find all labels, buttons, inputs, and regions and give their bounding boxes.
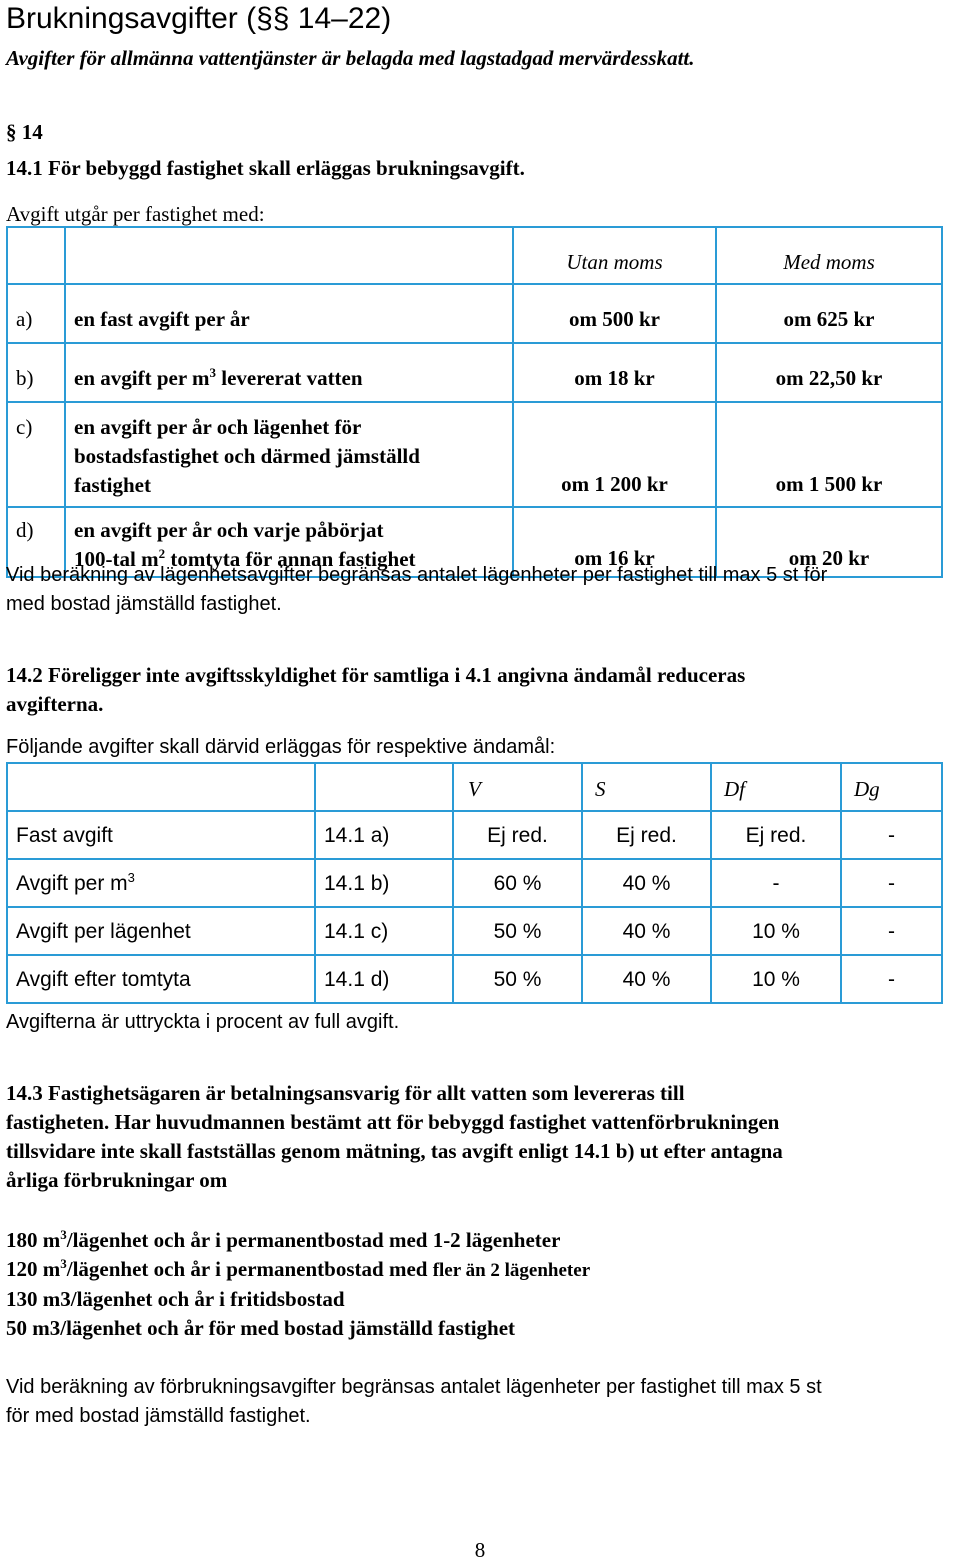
value-df: 10 % [711,955,841,1003]
paragraph-14-3: 14.3 Fastighetsägaren är betalningsansvarig för allt vatten som levereras till fastigheten. Har huvudmannen bestämt att för bebyggd fastighet vattenförbrukningen tillsvidare inte skall fastställas genom mätning, tas avgift enligt 14.1 b) ut efter antagna årliga förbrukningar om [6,1081,783,1192]
list-item: 120 $m^3$/lägenhet och år i permanentbostad med fler än 2 lägenheter [6,1256,591,1281]
table-row [7,859,942,907]
row-description: en avgift per $m^3$ levererat vatten [65,343,513,402]
fee-ref: 14.1 b) [315,859,453,907]
row-description: en avgift per år och lägenhet för bostadsfastighet och därmed jämställd fastighet [65,402,513,507]
table-row [7,284,942,343]
purpose-table [6,762,943,1004]
header-excl-vat: Utan moms [513,227,716,284]
row-amount-incl: om 1 500 kr [716,402,942,507]
table-row [7,907,942,955]
row-amount-incl: om 22,50 kr [716,343,942,402]
value-s: 40 % [582,907,711,955]
value-s: 40 % [582,955,711,1003]
row-letter: a) [7,284,65,343]
fee-ref: 14.1 d) [315,955,453,1003]
table-row [7,955,942,1003]
value-v: 60 % [453,859,582,907]
section-14-heading: § 14 [6,120,43,144]
value-dg: - [841,955,942,1003]
row-description: en avgift per år och varje påbörjat 100-tal $m^2$ tomtyta för annan fastighet [65,507,513,577]
fee-table [6,226,943,578]
value-dg: - [841,811,942,859]
value-v: 50 % [453,907,582,955]
fee-label: Avgift efter tomtyta [7,955,315,1003]
value-s: 40 % [582,859,711,907]
fee-intro: Avgift utgår per fastighet med: [6,202,265,226]
note-apartment-limit: Vid beräkning av lägenhetsavgifter begränsas antalet lägenheter per fastighet till max 5 st för med bostad jämställd fastighet. [6,564,828,615]
paragraph-14-2: 14.2 Föreligger inte avgiftsskyldighet för samtliga i 4.1 angivna ändamål reduceras avgifterna. [6,663,746,716]
row-amount-excl: om 16 kr [513,507,716,577]
row-amount-incl: om 20 kr [716,507,942,577]
page-number: 8 [474,1538,486,1562]
fee-ref: 14.1 c) [315,907,453,955]
fee-ref: 14.1 a) [315,811,453,859]
header-incl-vat: Med moms [716,227,942,284]
fee-label: Fast avgift [7,811,315,859]
header-v: V [453,763,582,811]
value-v: Ej red. [453,811,582,859]
value-v: 50 % [453,955,582,1003]
row-amount-excl: om 1 200 kr [513,402,716,507]
row-letter: d) [7,507,65,577]
header-df: Df [711,763,841,811]
row-letter: c) [7,402,65,507]
note-percent: Avgifterna är uttryckta i procent av full avgift. [6,1011,400,1033]
value-df: Ej red. [711,811,841,859]
vat-note: Avgifter för allmänna vattentjänster är belagda med lagstadgad mervärdesskatt. [6,46,695,70]
header-dg: Dg [841,763,942,811]
list-item: 130 m3/lägenhet och år i fritidsbostad [6,1287,345,1311]
fee-label: Avgift per lägenhet [7,907,315,955]
consumption-list [6,1226,590,1343]
value-dg: - [841,859,942,907]
note-consumption-limit: Vid beräkning av förbrukningsavgifter begränsas antalet lägenheter per fastighet till max 5 st för med bostad jämställd fastighet. [6,1376,822,1427]
row-letter: b) [7,343,65,402]
row-amount-excl: om 500 kr [513,284,716,343]
fee-label: Avgift per $m^3$ [7,859,315,907]
value-df: 10 % [711,907,841,955]
table-row [7,811,942,859]
table-row [7,402,942,507]
value-df: - [711,859,841,907]
header-s: S [582,763,711,811]
list-item: 180 $m^3$/lägenhet och år i permanentbostad med 1-2 lägenheter [6,1227,561,1252]
paragraph-14-1: 14.1 För bebyggd fastighet skall erläggas brukningsavgift. [6,156,525,180]
row-amount-excl: om 18 kr [513,343,716,402]
table-row [7,343,942,402]
page-title: Brukningsavgifter (§§ 14–22) [6,2,392,35]
row-description: en fast avgift per år [65,284,513,343]
list-item: 50 m3/lägenhet och år för med bostad jämställd fastighet [6,1316,516,1340]
value-dg: - [841,907,942,955]
fee-table-header [7,227,942,284]
value-s: Ej red. [582,811,711,859]
purpose-table-header [7,763,942,811]
row-amount-incl: om 625 kr [716,284,942,343]
purpose-intro: Följande avgifter skall därvid erläggas för respektive ändamål: [6,736,556,758]
